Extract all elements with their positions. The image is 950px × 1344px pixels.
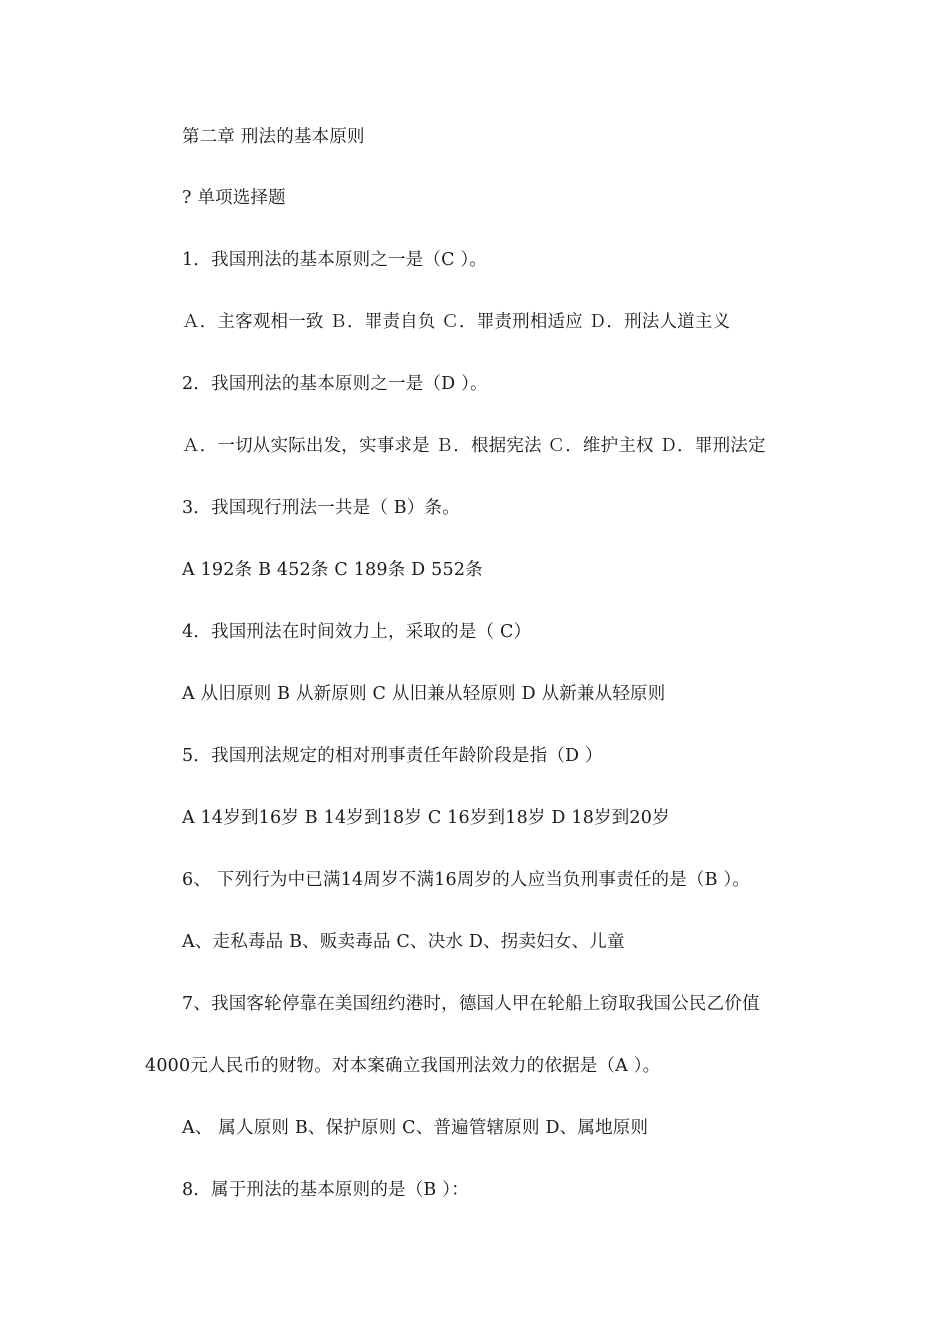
question-7-options: A、 属人原则 B、保护原则 C、普遍管辖原则 D、属地原则 xyxy=(182,1118,649,1138)
question-8-stem: 8．属于刑法的基本原则的是（B ）： xyxy=(182,1180,469,1200)
question-3-stem: 3．我国现行刑法一共是（ B）条。 xyxy=(182,498,460,518)
question-2-options: Ａ．一切从实际出发，实事求是 Ｂ．根据宪法 Ｃ．维护主权 Ｄ．罪刑法定 xyxy=(182,436,766,456)
chapter-title: 第二章 刑法的基本原则 xyxy=(182,127,365,147)
question-4-stem: 4．我国刑法在时间效力上，采取的是（ C） xyxy=(182,622,532,642)
question-5-options: A 14岁到16岁 B 14岁到18岁 C 16岁到18岁 D 18岁到20岁 xyxy=(182,808,670,828)
question-3-options: A 192条 B 452条 C 189条 D 552条 xyxy=(182,560,483,580)
question-1-stem: 1．我国刑法的基本原则之一是（C ）。 xyxy=(182,250,488,270)
question-5-stem: 5．我国刑法规定的相对刑事责任年龄阶段是指（D ） xyxy=(182,746,603,766)
question-1-options: Ａ．主客观相一致 Ｂ．罪责自负 Ｃ．罪责刑相适应 Ｄ．刑法人道主义 xyxy=(182,312,731,332)
question-4-options: A 从旧原则 B 从新原则 C 从旧兼从轻原则 D 从新兼从轻原则 xyxy=(182,684,666,704)
question-7-stem-line2: 4000元人民币的财物。对本案确立我国刑法效力的依据是（A ）。 xyxy=(145,1056,661,1076)
question-6-stem: 6、 下列行为中已满14周岁不满16周岁的人应当负刑事责任的是（B ）。 xyxy=(182,870,751,890)
question-2-stem: 2．我国刑法的基本原则之一是（D ）。 xyxy=(182,374,488,394)
question-7-stem-line1: 7、我国客轮停靠在美国纽约港时，德国人甲在轮船上窃取我国公民乙价值 xyxy=(182,994,760,1014)
section-heading: ? 单项选择题 xyxy=(182,188,286,208)
question-6-options: A、走私毒品 B、贩卖毒品 C、决水 D、拐卖妇女、儿童 xyxy=(182,932,625,952)
